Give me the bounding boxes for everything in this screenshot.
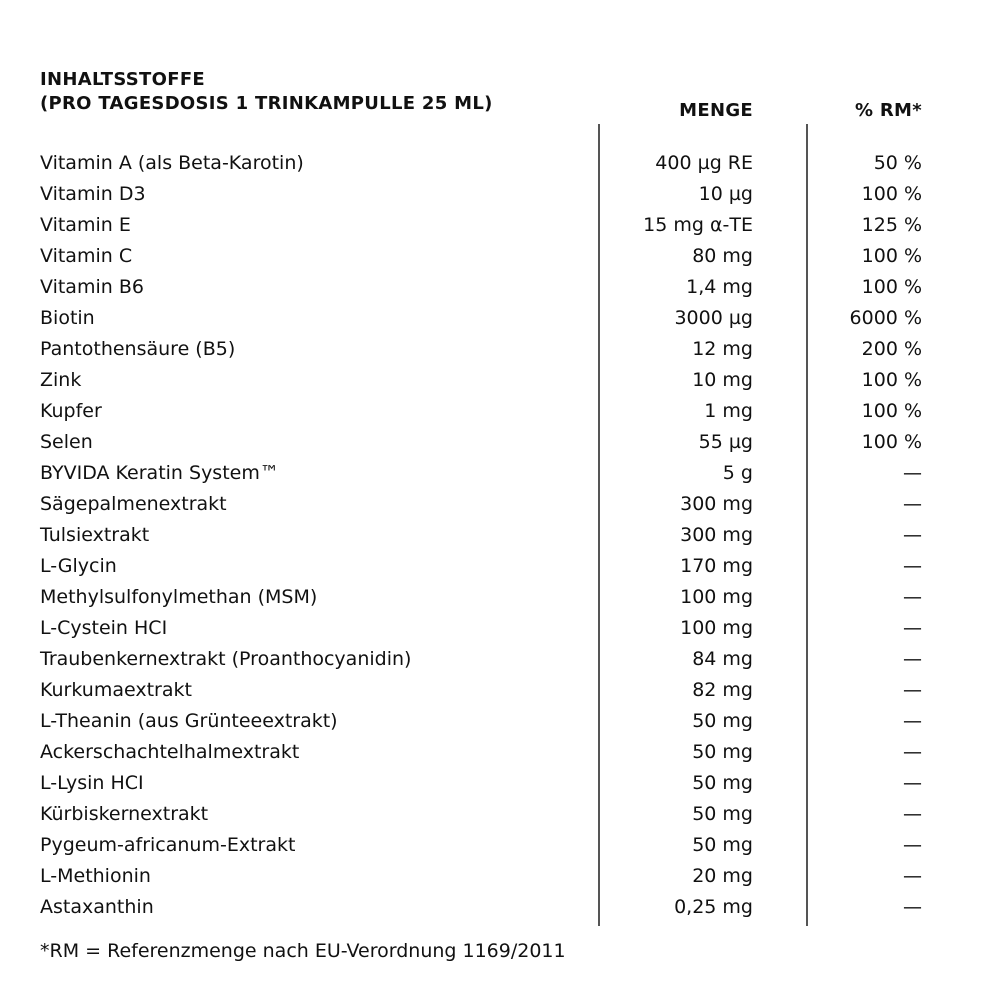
ingredient-rm: — bbox=[903, 834, 922, 856]
ingredient-name: Tulsiextrakt bbox=[40, 524, 150, 546]
ingredient-rm: — bbox=[903, 586, 922, 608]
ingredient-amount: 20 mg bbox=[692, 865, 753, 887]
ingredient-rm: 100 % bbox=[861, 400, 922, 422]
table-row bbox=[0, 210, 1000, 241]
ingredient-rm: 100 % bbox=[861, 245, 922, 267]
table-row bbox=[0, 148, 1000, 179]
ingredient-rm: 100 % bbox=[861, 183, 922, 205]
ingredient-name: L-Theanin (aus Grünteeextrakt) bbox=[40, 710, 338, 732]
footnote: *RM = Referenzmenge nach EU-Verordnung 1169/2011 bbox=[40, 940, 566, 962]
title-line-2: (PRO TAGESDOSIS 1 TRINKAMPULLE 25 ML) bbox=[40, 93, 493, 114]
ingredient-amount: 50 mg bbox=[692, 710, 753, 732]
ingredient-amount: 300 mg bbox=[680, 524, 753, 546]
ingredient-rm: — bbox=[903, 896, 922, 918]
ingredient-rm: — bbox=[903, 710, 922, 732]
ingredient-name: Kurkumaextrakt bbox=[40, 679, 192, 701]
ingredient-name: L-Cystein HCI bbox=[40, 617, 168, 639]
ingredient-rm: — bbox=[903, 772, 922, 794]
ingredient-rm: 125 % bbox=[861, 214, 922, 236]
ingredient-name: Vitamin C bbox=[40, 245, 133, 267]
ingredient-amount: 300 mg bbox=[680, 493, 753, 515]
ingredient-name: L-Glycin bbox=[40, 555, 117, 577]
column-header-rm: % RM* bbox=[855, 100, 922, 121]
table-row bbox=[0, 551, 1000, 582]
table-row bbox=[0, 458, 1000, 489]
ingredient-name: BYVIDA Keratin System™ bbox=[40, 462, 279, 484]
column-header-amount: MENGE bbox=[679, 100, 753, 121]
ingredient-rm: — bbox=[903, 524, 922, 546]
ingredient-name: Vitamin B6 bbox=[40, 276, 144, 298]
ingredient-amount: 50 mg bbox=[692, 834, 753, 856]
ingredients-table bbox=[0, 148, 1000, 923]
ingredient-amount: 50 mg bbox=[692, 741, 753, 763]
table-title bbox=[40, 68, 493, 116]
table-row bbox=[0, 303, 1000, 334]
table-row bbox=[0, 613, 1000, 644]
ingredient-rm: — bbox=[903, 493, 922, 515]
ingredient-rm: — bbox=[903, 803, 922, 825]
ingredient-amount: 84 mg bbox=[692, 648, 753, 670]
table-row bbox=[0, 582, 1000, 613]
ingredient-rm: 100 % bbox=[861, 431, 922, 453]
ingredient-name: Vitamin D3 bbox=[40, 183, 146, 205]
ingredient-name: L-Lysin HCI bbox=[40, 772, 144, 794]
table-row bbox=[0, 830, 1000, 861]
ingredient-name: Pantothensäure (B5) bbox=[40, 338, 236, 360]
table-row bbox=[0, 737, 1000, 768]
ingredient-amount: 400 µg RE bbox=[655, 152, 753, 174]
ingredient-name: Traubenkernextrakt (Proanthocyanidin) bbox=[40, 648, 412, 670]
ingredient-amount: 100 mg bbox=[680, 586, 753, 608]
ingredient-amount: 15 mg α-TE bbox=[643, 214, 753, 236]
ingredient-amount: 0,25 mg bbox=[674, 896, 753, 918]
ingredient-amount: 3000 µg bbox=[674, 307, 753, 329]
table-row bbox=[0, 799, 1000, 830]
ingredient-rm: — bbox=[903, 865, 922, 887]
ingredient-name: Vitamin A (als Beta-Karotin) bbox=[40, 152, 304, 174]
table-row bbox=[0, 892, 1000, 923]
table-row bbox=[0, 675, 1000, 706]
ingredient-amount: 10 mg bbox=[692, 369, 753, 391]
ingredient-name: Zink bbox=[40, 369, 82, 391]
ingredient-amount: 1,4 mg bbox=[686, 276, 753, 298]
ingredient-rm: 200 % bbox=[861, 338, 922, 360]
ingredient-name: Vitamin E bbox=[40, 214, 131, 236]
table-row bbox=[0, 272, 1000, 303]
ingredient-name: Kupfer bbox=[40, 400, 102, 422]
ingredient-rm: — bbox=[903, 555, 922, 577]
ingredient-rm: 100 % bbox=[861, 276, 922, 298]
ingredient-amount: 50 mg bbox=[692, 803, 753, 825]
ingredient-amount: 10 µg bbox=[698, 183, 753, 205]
table-row bbox=[0, 520, 1000, 551]
ingredient-name: Selen bbox=[40, 431, 93, 453]
ingredient-name: Ackerschachtelhalmextrakt bbox=[40, 741, 300, 763]
table-row bbox=[0, 334, 1000, 365]
ingredient-name: Biotin bbox=[40, 307, 95, 329]
table-row bbox=[0, 427, 1000, 458]
ingredient-amount: 55 µg bbox=[698, 431, 753, 453]
table-row bbox=[0, 706, 1000, 737]
ingredient-rm: 6000 % bbox=[849, 307, 922, 329]
ingredient-amount: 50 mg bbox=[692, 772, 753, 794]
ingredient-amount: 80 mg bbox=[692, 245, 753, 267]
ingredient-amount: 5 g bbox=[722, 462, 753, 484]
ingredient-name: Astaxanthin bbox=[40, 896, 154, 918]
ingredient-rm: 100 % bbox=[861, 369, 922, 391]
ingredient-name: L-Methionin bbox=[40, 865, 151, 887]
table-row bbox=[0, 861, 1000, 892]
ingredient-name: Methylsulfonylmethan (MSM) bbox=[40, 586, 318, 608]
ingredient-amount: 82 mg bbox=[692, 679, 753, 701]
ingredient-amount: 1 mg bbox=[704, 400, 753, 422]
title-line-1: INHALTSSTOFFE bbox=[40, 69, 206, 90]
table-row bbox=[0, 241, 1000, 272]
ingredient-name: Kürbiskernextrakt bbox=[40, 803, 209, 825]
table-row bbox=[0, 768, 1000, 799]
ingredient-name: Sägepalmenextrakt bbox=[40, 493, 227, 515]
ingredient-rm: — bbox=[903, 462, 922, 484]
ingredient-rm: — bbox=[903, 617, 922, 639]
table-row bbox=[0, 179, 1000, 210]
ingredient-name: Pygeum-africanum-Extrakt bbox=[40, 834, 296, 856]
ingredient-amount: 12 mg bbox=[692, 338, 753, 360]
table-row bbox=[0, 396, 1000, 427]
ingredient-rm: — bbox=[903, 648, 922, 670]
table-row bbox=[0, 365, 1000, 396]
ingredient-amount: 170 mg bbox=[680, 555, 753, 577]
table-row bbox=[0, 489, 1000, 520]
ingredient-rm: — bbox=[903, 679, 922, 701]
ingredient-rm: 50 % bbox=[873, 152, 922, 174]
ingredient-amount: 100 mg bbox=[680, 617, 753, 639]
ingredient-rm: — bbox=[903, 741, 922, 763]
table-row bbox=[0, 644, 1000, 675]
